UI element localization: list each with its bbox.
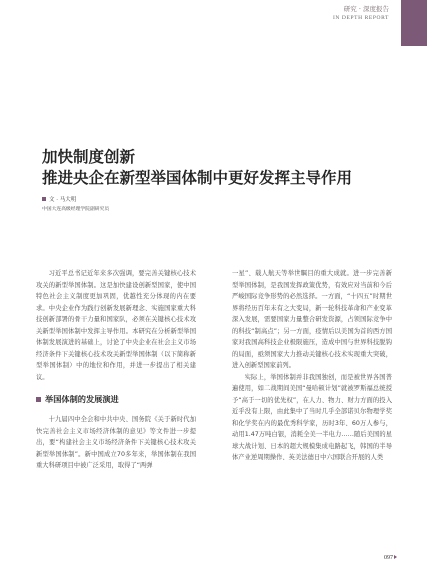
square-bullet-icon bbox=[42, 197, 46, 201]
triangle-marker-icon bbox=[394, 555, 397, 559]
section-heading-text: 举国体制的发展演进 bbox=[45, 394, 119, 404]
section-color-tab bbox=[401, 0, 427, 46]
section-heading bbox=[36, 394, 196, 405]
article-title-line1: 加快制度创新 bbox=[42, 148, 136, 166]
article-title-line2: 推进央企在新型举国体制中更好发挥主导作用 bbox=[42, 169, 353, 187]
author-byline bbox=[42, 195, 76, 203]
page-number-text: 097 bbox=[384, 555, 393, 561]
page-number bbox=[384, 555, 397, 561]
paragraph: 十九届四中全会和中共中央、国务院《关于新时代加快完善社会主义市场经济体制的意见》等文件进一步提出，要“构建社会主义市场经济条件下关键核心技术攻关新型举国体制”。新中国成立70多年来，举国体制在我国重大科研项目中被广泛采用，取得了“两弹 bbox=[36, 416, 196, 469]
paragraph: 习近平总书记近年来多次强调，要完善关键核心技术攻关的新型举国体制。这是加快建设创新型国家，使中国特色社会主义制度更加巩固，优越性充分体现的内在要求。中央企业作为践行创新发展新理念、实施国家重大科技创新部署的骨干力量和国家队，必须在关键核心技术攻关新型举国体制中发挥主导作用。本研究在分析新型举国体制发展演进的基础上，讨论了中央企业在社会主义市场经济条件下关键核心技术攻关新型举国体制（以下简称新型举国体制）中的地位和作用，并进一步提出了相关建议。 bbox=[36, 270, 196, 381]
column-name-en: IN DEPTH REPORT bbox=[332, 15, 389, 21]
square-bullet-icon bbox=[36, 397, 41, 402]
paragraph: 实际上，举国体制并非我国独创，而是被世界各国普遍使用，如二战期间美国“曼哈顿计划”就被罗斯福总统授予“高于一切的优先权”，在人力、物力、财力方面的投入近乎没有上限，由此集中了当时几乎全部诺贝尔物理学奖和化学奖在内的最优秀科学家，历时3年、60万人参与，动用1.47万吨白银，消耗全美一半电力……随后美国的星球大战计划、日本的超大规模集成电路起飞，韩国的半导体产业逆周期操作、英美法德日中六国联合开展的人类 bbox=[232, 373, 392, 461]
right-column bbox=[232, 268, 392, 464]
column-name-cn: 研究 · 深度报告 bbox=[343, 5, 389, 13]
header-column-label bbox=[269, 5, 389, 23]
author-affiliation: 中国大连高级经理学院副研究员 bbox=[42, 207, 110, 212]
left-column bbox=[36, 268, 196, 472]
paragraph: 一星”、载人航天等举世瞩目的重大成就。进一步完善新型举国体制，是我国发挥政策优势，有效应对当前和今后严峻国际竞争形势的必然选择。一方面，“十四五”时期世界将经历百年未有之大变局，新一轮科技革命和产业变革深入发展，需要国家力量整合研发资源，占领国际竞争中的科技“制高点”；另一方面，疫情后以美国为首的西方国家对我国高科技企业极限施压，造成中国与世界科技脱钩的局面，亟须国家大力推动关键核心技术实现重大突破，进入创新型国家前列。 bbox=[232, 270, 392, 369]
author-name: 文 · 马大明 bbox=[49, 197, 77, 203]
